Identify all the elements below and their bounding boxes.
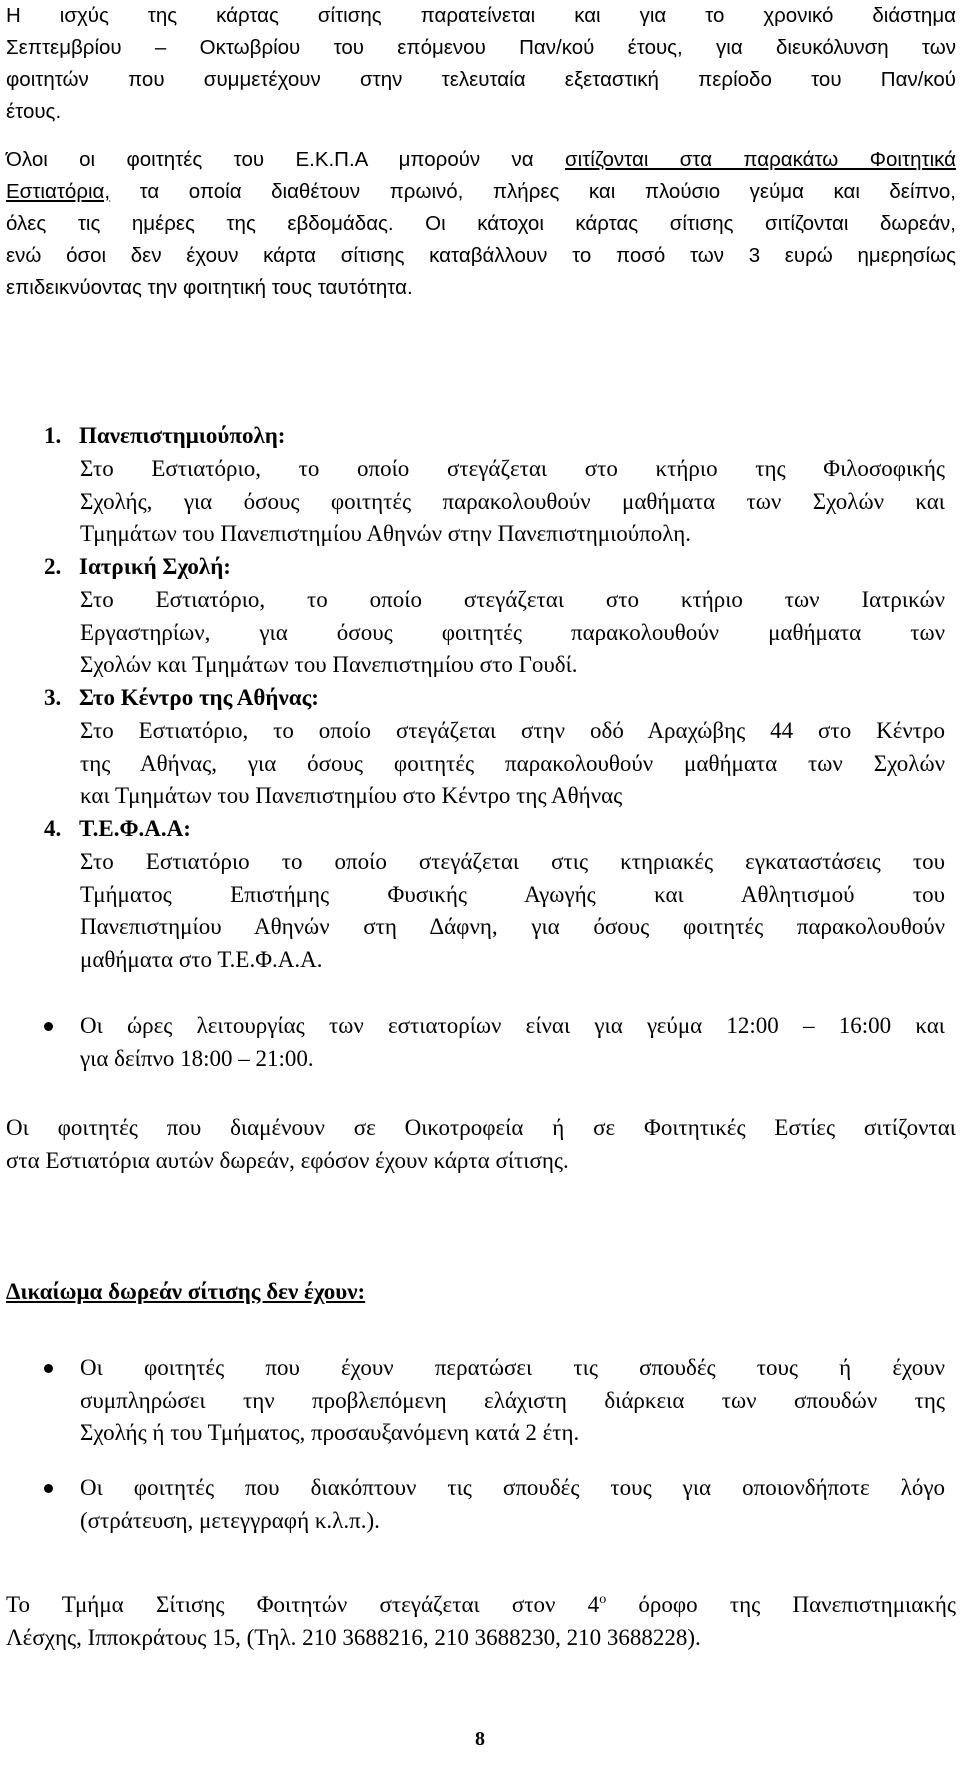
restaurant-heading-1 <box>44 420 944 453</box>
no-free-meal-heading <box>6 1276 956 1309</box>
bullet-icon <box>44 1472 58 1486</box>
text-line: Η ισχύς της κάρτας σίτισης παρατείνεται και για το χρονικό διάστημα <box>6 4 956 27</box>
residence-paragraph <box>6 1112 956 1177</box>
office-address-paragraph <box>6 1589 956 1654</box>
restaurant-description-1 <box>80 453 945 551</box>
graduated-students-bullet <box>80 1352 945 1450</box>
text-line: Λέσχης, Ιπποκράτους 15, (Τηλ. 210 3688216, 210 3688230, 210 3688228). <box>6 1624 701 1650</box>
section-heading: Δικαίωμα δωρεάν σίτισης δεν έχουν: <box>6 1279 366 1304</box>
item-number: 4. <box>44 816 62 841</box>
text-line: συμπληρώσει την προβλεπόμενη ελάχιστη διάρκεια των σπουδών της <box>80 1387 945 1413</box>
bullet-icon <box>44 1010 58 1024</box>
item-title: Τ.Ε.Φ.Α.Α: <box>79 816 191 841</box>
text-line: Τμήματος Επιστήμης Φυσικής Αγωγής και Αθλητισμού του <box>80 881 945 907</box>
restaurant-description-2 <box>80 584 945 682</box>
text-line: Σχολής, για όσους φοιτητές παρακολουθούν μαθήματα των Σχολών και <box>80 488 945 514</box>
text-line: Στο Εστιατόριο το οποίο στεγάζεται στις κτηριακές εγκαταστάσεις του <box>80 849 945 874</box>
text-line: Σεπτεμβρίου – Οκτωβρίου του επόμενου Παν/κού έτους, για διευκόλυνση των <box>6 36 956 59</box>
superscript: ο <box>599 1592 607 1607</box>
text-line: έτους. <box>6 100 62 123</box>
restaurant-heading-2 <box>44 551 944 584</box>
item-title: Στο Κέντρο της Αθήνας: <box>79 685 319 710</box>
text-line <box>6 176 956 208</box>
interrupted-studies-bullet <box>80 1472 945 1537</box>
text-line: Οι ώρες λειτουργίας των εστιατορίων είναι για γεύμα 12:00 – 16:00 και <box>80 1013 945 1038</box>
restaurant-description-3 <box>80 715 945 813</box>
text-line: Σχολής ή του Τμήματος, προσαυξανόμενη κατά 2 έτη. <box>80 1420 580 1445</box>
text-line: Στο Εστιατόριο, το οποίο στεγάζεται στην οδό Αραχώβης 44 στο Κέντρο <box>80 718 945 743</box>
text-line: Εργαστηρίων, για όσους φοιτητές παρακολουθούν μαθήματα των <box>80 619 945 645</box>
text-line: Στο Εστιατόριο, το οποίο στεγάζεται στο κτήριο των Ιατρικών <box>80 587 945 612</box>
text-line: ενώ όσοι δεν έχουν κάρτα σίτισης καταβάλλουν το ποσό των 3 ευρώ ημερησίως <box>6 244 956 267</box>
text-line: φοιτητών που συμμετέχουν στην τελευταία εξεταστική περίοδο του Παν/κού <box>6 68 956 91</box>
item-title: Ιατρική Σχολή: <box>79 554 231 579</box>
restaurant-heading-4 <box>44 813 944 846</box>
text-line: και Τμημάτων του Πανεπιστημίου στο Κέντρο της Αθήνας <box>80 783 623 808</box>
text-line: μαθήματα στο Τ.Ε.Φ.Α.Α. <box>80 946 323 972</box>
text-line <box>6 1589 956 1622</box>
text-span: τα οποία διαθέτουν πρωινό, πλήρες και πλούσιο γεύμα και δείπνο, <box>110 180 956 203</box>
item-number: 3. <box>44 685 62 710</box>
item-number: 1. <box>44 423 62 448</box>
item-title: Πανεπιστημιούπολη: <box>79 423 286 448</box>
restaurant-heading-3 <box>44 682 944 715</box>
restaurants-link-continued[interactable]: Εστιατόρια, <box>6 180 111 203</box>
text-line: Σχολών και Τμημάτων του Πανεπιστημίου στο Γουδί. <box>80 652 578 677</box>
text-line: Οι φοιτητές που διαμένουν σε Οικοτροφεία ή σε Φοιτητικές Εστίες σιτίζονται <box>6 1115 956 1140</box>
text-line: (στράτευση, μετεγγραφή κ.λ.π.). <box>80 1507 380 1533</box>
text-line: όλες τις ημέρες της εβδομάδας. Οι κάτοχοι κάρτας σίτισης σιτίζονται δωρεάν, <box>6 212 956 235</box>
restaurants-link[interactable]: σιτίζονται στα παρακάτω Φοιτητικά <box>565 148 956 171</box>
text-line: Πανεπιστημίου Αθηνών στη Δάφνη, για όσους φοιτητές παρακολουθούν <box>80 914 945 939</box>
text-span: όροφο της Πανεπιστημιακής <box>606 1592 956 1617</box>
text-line: Στο Εστιατόριο, το οποίο στεγάζεται στο κτήριο της Φιλοσοφικής <box>80 456 945 481</box>
bullet-icon <box>44 1352 58 1366</box>
text-line: Οι φοιτητές που διακόπτουν τις σπουδές τους για οποιονδήποτε λόγο <box>80 1475 945 1500</box>
text-line: επιδεικνύοντας την φοιτητική τους ταυτότητα. <box>6 276 413 299</box>
item-number: 2. <box>44 554 62 579</box>
text-line: της Αθήνας, για όσους φοιτητές παρακολουθούν μαθήματα των Σχολών <box>80 750 945 776</box>
text-line: Οι φοιτητές που έχουν περατώσει τις σπουδές τους ή έχουν <box>80 1355 945 1380</box>
text-line: Τμημάτων του Πανεπιστημίου Αθηνών στην Πανεπιστημιούπολη. <box>80 521 692 546</box>
restaurant-description-4 <box>80 846 945 976</box>
text-line: στα Εστιατόρια αυτών δωρεάν, εφόσον έχουν κάρτα σίτισης. <box>6 1147 569 1173</box>
text-line <box>6 144 956 176</box>
text-span: Όλοι οι φοιτητές του Ε.Κ.Π.Α μπορούν να <box>6 148 565 171</box>
card-validity-paragraph <box>6 0 956 128</box>
text-span: Το Τμήμα Σίτισης Φοιτητών στεγάζεται στον 4 <box>6 1592 600 1617</box>
opening-hours-bullet <box>80 1010 945 1075</box>
text-line: για δείπνο 18:00 – 21:00. <box>80 1045 314 1071</box>
page-number: 8 <box>475 1728 485 1750</box>
restaurants-intro-paragraph <box>6 144 956 304</box>
